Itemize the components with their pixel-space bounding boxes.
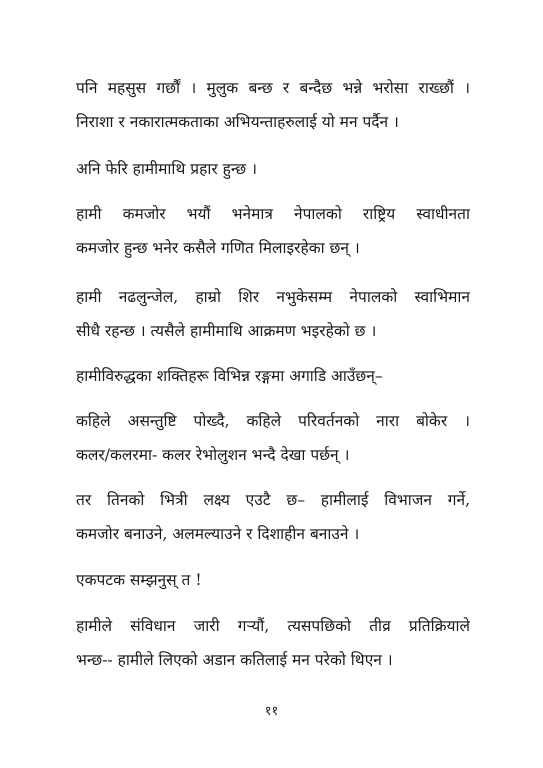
text-line: अनि फेरि हामीमाथि प्रहार हुन्छ । — [76, 160, 257, 178]
paragraph-3 — [76, 204, 470, 258]
text-line: भन्छ-- हामीले लिएको अडान कतिलाई मन परेको थिएन । — [76, 651, 393, 669]
text-line: सीधै रहन्छ । त्यसैले हामीमाथि आक्रमण भइरहेको छ । — [76, 322, 377, 340]
text-line: हामी नढलुन्जेल, हाम्रो शिर नभुकेसम्म नेपालको स्वाभिमान — [76, 288, 470, 306]
paragraph-7 — [76, 490, 470, 544]
text-line: पनि महसुस गर्छौं । मुलुक बन्छ र बन्दैछ भन्ने भरोसा राख्छौं । — [76, 79, 470, 97]
paragraph-9 — [76, 616, 470, 670]
text-line: तर तिनको भित्री लक्ष्य एउटै छ– हामीलाई विभाजन गर्ने, — [76, 491, 470, 509]
text-line: एकपटक सम्झनुस् त ! — [76, 571, 202, 589]
text-line: निराशा र नकारात्मकताका अभियन्ताहरुलाई यो मन पर्दैन । — [76, 113, 399, 131]
paragraph-6 — [76, 411, 470, 465]
text-line: कमजोर हुन्छ भनेर कसैले गणित मिलाइरहेका छन् । — [76, 239, 360, 257]
text-line: हामीविरुद्धका शक्तिहरू विभिन्न रङ्गमा अगाडि आउँछन्– — [76, 367, 383, 385]
paragraph-2 — [76, 159, 470, 179]
paragraph-8 — [76, 570, 470, 590]
paragraph-5 — [76, 366, 470, 386]
text-line: कमजोर बनाउने, अलमल्याउने र दिशाहीन बनाउने । — [76, 525, 360, 543]
text-line: कलर/कलरमा- कलर रेभोलुशन भन्दै देखा पर्छन् । — [76, 446, 350, 464]
text-line: हामी कमजोर भयौं भनेमात्र नेपालको राष्ट्रिय स्वाधीनता — [76, 205, 470, 223]
text-line: हामीले संविधान जारी गर्‍यौं, त्यसपछिको तीव्र प्रतिक्रियाले — [76, 617, 470, 635]
paragraph-4 — [76, 287, 470, 341]
paragraph-1 — [76, 78, 470, 132]
page-number: ११ — [264, 704, 279, 719]
text-line: कहिले असन्तुष्टि पोख्दै, कहिले परिवर्तनको नारा बोकेर । — [76, 412, 470, 430]
